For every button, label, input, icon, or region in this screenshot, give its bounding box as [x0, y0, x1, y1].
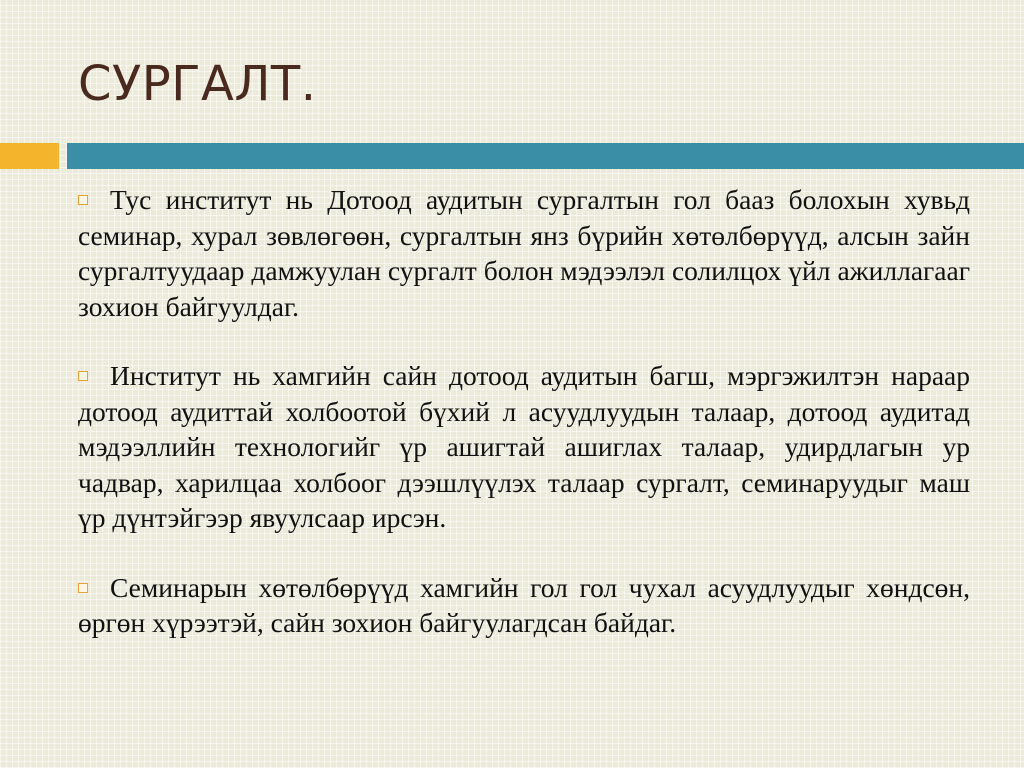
square-bullet-icon: [78, 583, 88, 593]
bullet-text: Институт нь хамгийн сайн дотоод аудитын багш, мэргэжилтэн нараар дотоод аудиттай холбоотой бүхий л асуудлуудын талаар, дотоод аудитад мэдээллийн технологийг үр ашигтай ашиглах талаар, удирдлагын ур чадвар, харилцаа холбоог дээшлүүлэх талаар сургалт, семинаруудыг маш үр дүнтэйгээр явуулсаар ирсэн.: [78, 360, 970, 533]
square-bullet-icon: [78, 195, 88, 205]
accent-bar-teal: [67, 143, 1024, 169]
accent-bar-orange: [0, 143, 59, 169]
bullet-item: [78, 182, 970, 324]
slide-title: СУРГАЛТ.: [78, 56, 317, 112]
square-bullet-icon: [78, 371, 88, 381]
bullet-text: Семинарын хөтөлбөрүүд хамгийн гол гол чухал асуудлуудыг хөндсөн, өргөн хүрээтэй, сайн зохион байгуулагдсан байдаг.: [78, 571, 970, 638]
bullet-text: Тус институт нь Дотоод аудитын сургалтын гол бааз болохын хувьд семинар, хурал зөвлөгөөн, сургалтын янз бүрийн хөтөлбөрүүд, алсын зайн сургалтуудаар дамжуулан сургалт болон мэдээлэл солилцох үйл ажиллагааг зохион байгуулдаг.: [78, 184, 970, 322]
bullet-item: [78, 570, 970, 641]
slide-body: [78, 182, 970, 675]
bullet-item: [78, 358, 970, 536]
